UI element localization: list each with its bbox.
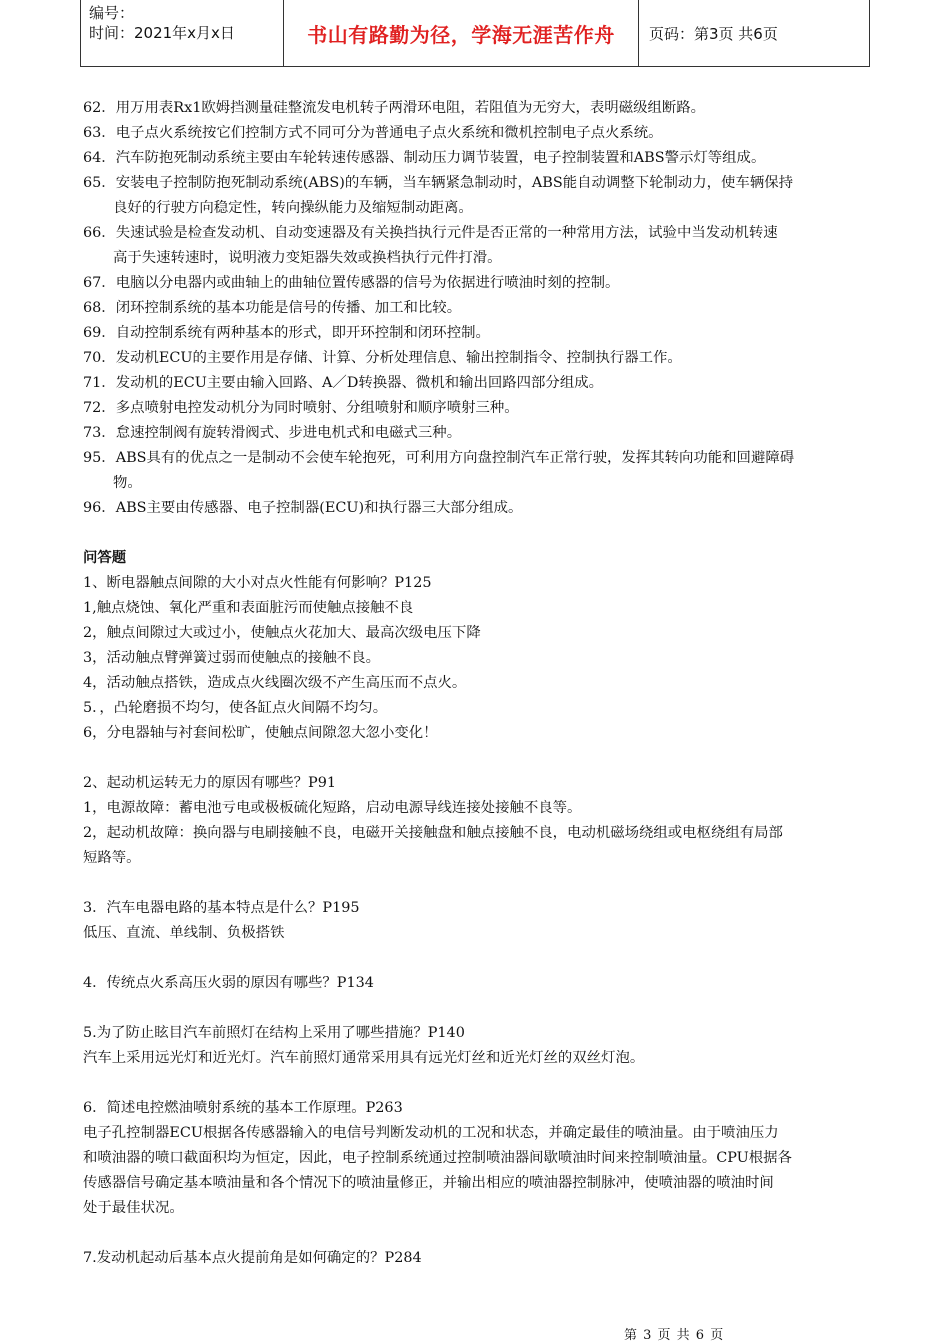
page-footer: 第 3 页 共 6 页 [624, 1328, 725, 1343]
header-meta [81, 0, 284, 66]
spacer [83, 946, 903, 971]
answer-line: 短路等。 [83, 850, 141, 866]
question-text: 5.为了防止眩目汽车前照灯在结构上采用了哪些措施？P140 [83, 1025, 465, 1041]
header-motto: 书山有路勤为径，学海无涯苦作舟 [284, 0, 639, 66]
statement-line: 71．发动机的ECU主要由输入回路、A／D转换器、微机和输出回路四部分组成。 [83, 375, 603, 391]
qa-heading: 问答题 [83, 550, 127, 566]
spacer [83, 1071, 903, 1096]
statement-line: 70．发动机ECU的主要作用是存储、计算、分析处理信息、输出控制指令、控制执行器工作。 [83, 350, 682, 366]
spacer [83, 521, 903, 546]
question-text: 6．简述电控燃油喷射系统的基本工作原理。P263 [83, 1100, 403, 1116]
statement-line: 良好的行驶方向稳定性，转向操纵能力及缩短制动距离。 [113, 200, 473, 216]
header-code: 编号： [89, 4, 135, 22]
statement-line: 物。 [113, 475, 142, 491]
answer-line: 汽车上采用远光灯和近光灯。汽车前照灯通常采用具有远光灯丝和近光灯丝的双丝灯泡。 [83, 1050, 645, 1066]
question-text: 2、起动机运转无力的原因有哪些？P91 [83, 775, 337, 791]
spacer [83, 996, 903, 1021]
answer-line: 低压、直流、单线制、负极搭铁 [83, 925, 285, 941]
statement-line: 66．失速试验是检查发动机、自动变速器及有关换挡执行元件是否正常的一种常用方法，试验中当发动机转速 [83, 225, 778, 241]
answer-line: 处于最佳状况。 [83, 1200, 184, 1216]
header-page-info: 页码：第3页 共6页 [649, 24, 778, 43]
question-text: 1、断电器触点间隙的大小对点火性能有何影响？P125 [83, 575, 432, 591]
header-time: 时间：2021年x月x日 [89, 24, 235, 42]
answer-line: 5．，凸轮磨损不均匀，使各缸点火间隔不均匀。 [83, 700, 388, 716]
page-header [80, 0, 870, 67]
answer-line: 3，活动触点臂弹簧过弱而使触点的接触不良。 [83, 650, 380, 666]
statement-line: 73．怠速控制阀有旋转滑阀式、步进电机式和电磁式三种。 [83, 425, 462, 441]
statement-line: 69．自动控制系统有两种基本的形式，即开环控制和闭环控制。 [83, 325, 490, 341]
question-text: 7.发动机起动后基本点火提前角是如何确定的？P284 [83, 1250, 422, 1266]
statement-line: 高于失速转速时，说明液力变矩器失效或换档执行元件打滑。 [113, 250, 502, 266]
spacer [83, 746, 903, 771]
statement-line: 64．汽车防抱死制动系统主要由车轮转速传感器、制动压力调节装置，电子控制装置和ABS警示灯等组成。 [83, 150, 766, 166]
document-body [83, 96, 903, 1271]
statement-line: 68．闭环控制系统的基本功能是信号的传播、加工和比较。 [83, 300, 462, 316]
answer-line: 4，活动触点搭铁，造成点火线圈次级不产生高压而不点火。 [83, 675, 467, 691]
answer-line: 2，起动机故障：换向器与电刷接触不良，电磁开关接触盘和触点接触不良，电动机磁场绕组或电枢绕组有局部 [83, 825, 783, 841]
answer-line: 6，分电器轴与衬套间松旷，使触点间隙忽大忽小变化！ [83, 725, 438, 741]
answer-line: 1，电源故障：蓄电池亏电或极板硫化短路，启动电源导线连接处接触不良等。 [83, 800, 582, 816]
statement-line: 65．安装电子控制防抱死制动系统(ABS)的车辆，当车辆紧急制动时，ABS能自动调整下轮制动力，使车辆保持 [83, 175, 793, 191]
spacer [83, 871, 903, 896]
statement-line: 63．电子点火系统按它们控制方式不同可分为普通电子点火系统和微机控制电子点火系统。 [83, 125, 663, 141]
spacer [83, 1221, 903, 1246]
qa-list [83, 571, 903, 1271]
question-text: 3．汽车电器电路的基本特点是什么？P195 [83, 900, 360, 916]
statement-line: 96．ABS主要由传感器、电子控制器(ECU)和执行器三大部分组成。 [83, 500, 523, 516]
statement-line: 67．电脑以分电器内或曲轴上的曲轴位置传感器的信号为依据进行喷油时刻的控制。 [83, 275, 620, 291]
answer-line: 电子孔控制器ECU根据各传感器输入的电信号判断发动机的工况和状态，并确定最佳的喷油量。由于喷油压力 [83, 1125, 779, 1141]
question-text: 4．传统点火系高压火弱的原因有哪些？P134 [83, 975, 374, 991]
answer-line: 和喷油器的喷口截面积均为恒定，因此，电子控制系统通过控制喷油器间歇喷油时间来控制喷油量。CPU根据各 [83, 1150, 792, 1166]
statement-line: 72．多点喷射电控发动机分为同时喷射、分组喷射和顺序喷射三种。 [83, 400, 519, 416]
statement-line: 62．用万用表Rx1欧姆挡测量硅整流发电机转子两滑环电阻，若阻值为无穷大，表明磁级组断路。 [83, 100, 706, 116]
statement-list [83, 96, 903, 521]
answer-line: 2，触点间隙过大或过小，使触点火花加大、最高次级电压下降 [83, 625, 481, 641]
answer-line: 1,触点烧蚀、氧化严重和表面脏污而使触点接触不良 [83, 600, 414, 616]
statement-line: 95．ABS具有的优点之一是制动不会使车轮抱死，可利用方向盘控制汽车正常行驶，发挥其转向功能和回避障碍 [83, 450, 795, 466]
answer-line: 传感器信号确定基本喷油量和各个情况下的喷油量修正，并输出相应的喷油器控制脉冲，使喷油器的喷油时间 [83, 1175, 774, 1191]
